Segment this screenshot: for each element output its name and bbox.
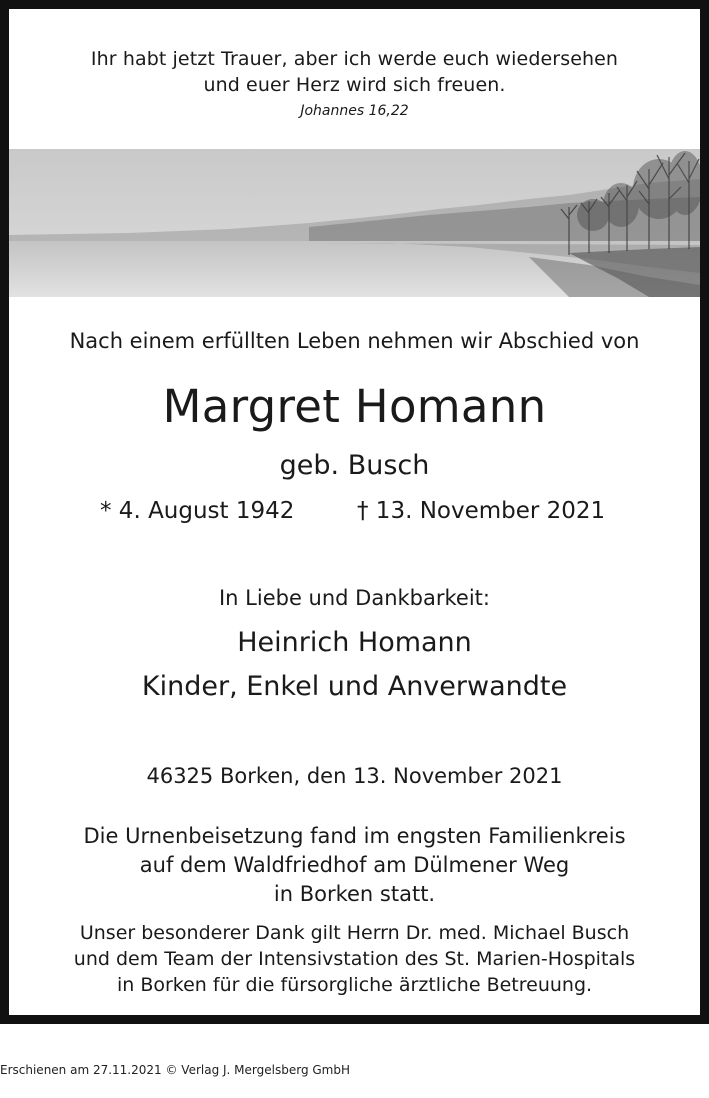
lake-landscape-image [9, 149, 700, 297]
publication-footer: Erschienen am 27.11.2021 © Verlag J. Mergelsberg GmbH [0, 1063, 350, 1077]
intro-text: Nach einem erfüllten Leben nehmen wir Abschied von [69, 329, 640, 353]
burial-line-2: auf dem Waldfriedhof am Dülmener Weg [139, 853, 570, 877]
gratitude-text [9, 920, 700, 998]
burial-info [9, 822, 700, 909]
birth-date: * 4. August 1942 [100, 498, 295, 524]
mourner-family: Kinder, Enkel und Anverwandte [141, 671, 568, 702]
thanks-intro: In Liebe und Dankbarkeit: [218, 586, 490, 610]
quote-line-2: und euer Herz wird sich freuen. [203, 74, 506, 96]
gratitude-line-3: in Borken für die fürsorgliche ärztliche Betreuung. [116, 974, 593, 996]
place-and-date: 46325 Borken, den 13. November 2021 [146, 764, 563, 788]
deceased-name: Margret Homann [162, 380, 547, 433]
birth-name: geb. Busch [279, 450, 430, 481]
burial-line-3: in Borken statt. [273, 882, 436, 906]
burial-line-1: Die Urnenbeisetzung fand im engsten Familienkreis [83, 824, 626, 848]
bible-quote [9, 46, 700, 98]
mourner-spouse: Heinrich Homann [237, 627, 472, 658]
quote-source: Johannes 16,22 [300, 103, 409, 119]
death-date: † 13. November 2021 [357, 498, 606, 524]
quote-line-1: Ihr habt jetzt Trauer, aber ich werde euch wiedersehen [90, 48, 619, 70]
gratitude-line-2: und dem Team der Intensivstation des St. Marien-Hospitals [73, 948, 636, 970]
gratitude-line-1: Unser besonderer Dank gilt Herrn Dr. med. Michael Busch [79, 922, 630, 944]
